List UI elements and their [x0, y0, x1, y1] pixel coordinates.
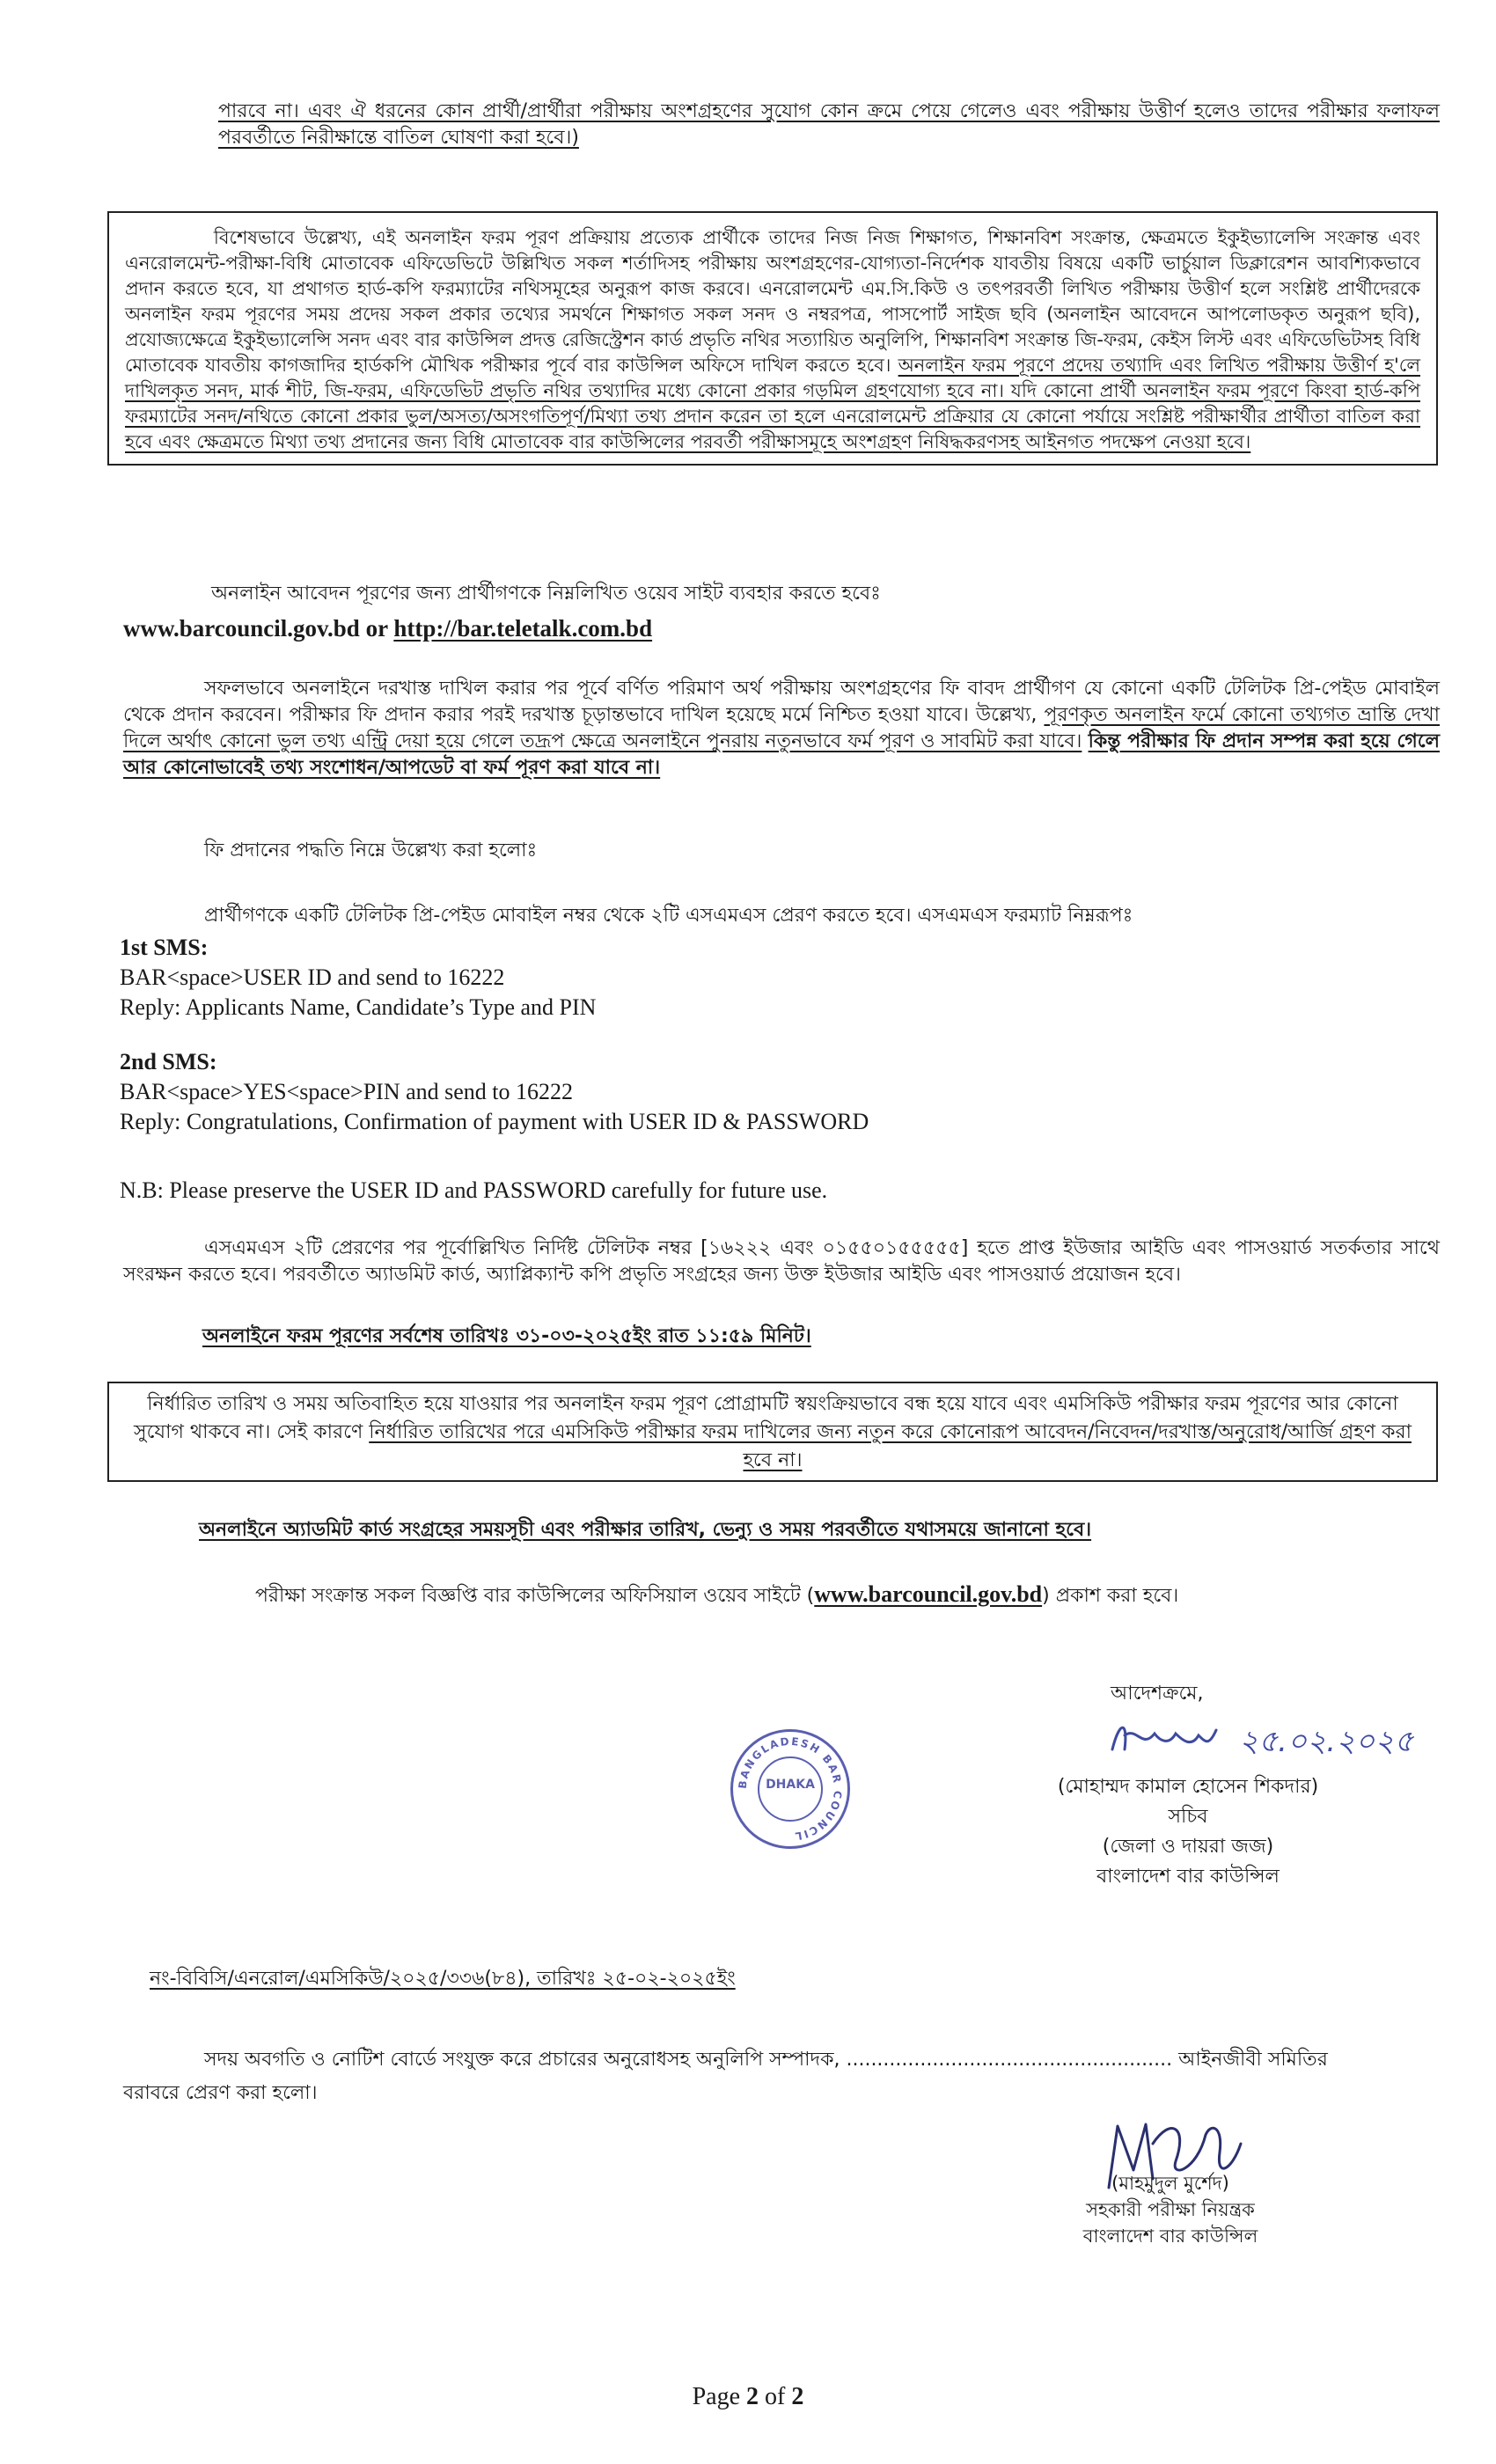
footer-current-page: 2 [746, 2383, 759, 2410]
svg-text:২৫.০২.২০২৫: ২৫.০২.২০২৫ [1239, 1724, 1414, 1759]
closing-notice-text: নির্ধারিত তারিখ ও সময় অতিবাহিত হয়ে যাওয়ার পর অনলাইন ফরম পূরণ প্রোগ্রামটি স্বয়ংক্রিয়ভাবে বন্ধ হয়ে যাবে এবং এমসিকিউ পরীক্ষার ফরম পূরণের আর কোনো সুযোগ থাকবে না। সেই কারণে [134, 1393, 1398, 1443]
admit-card-note-text: অনলাইনে অ্যাডমিট কার্ড সংগ্রহের সময়সূচী এবং পরীক্ষার তারিখ, ভেন্যু ও সময় পরবর্তীতে যথাসময়ে জানানো হবে। [199, 1519, 1092, 1541]
sms-intro-text: প্রার্থীগণকে একটি টেলিটক প্রি-পেইড মোবাইল নম্বর থেকে ২টি এসএমএস প্রেরণ করতে হবে। এসএমএস ফরম্যাট নিম্নরূপঃ [204, 905, 1133, 927]
secretary-block [994, 1772, 1382, 1892]
deadline-text: অনলাইনে ফরম পূরণের সর্বশেষ তারিখঃ ৩১-০৩-২০২৫ইং রাত ১১:৫৯ মিনিট। [202, 1325, 811, 1347]
website-intro-text: অনলাইন আবেদন পূরণের জন্য প্রার্থীগণকে নিম্নলিখিত ওয়েব সাইট ব্যবহার করতে হবেঃ [211, 583, 881, 605]
secretary-designation: সচিব [1168, 1806, 1208, 1828]
forward-line-1: সদয় অবগতি ও নোটিশ বোর্ডে সংযুক্ত করে প্রচারের অনুরোধসহ অনুলিপি সম্পাদক, ..................................................... আইনজীবী সমিতির [204, 2049, 1328, 2071]
barcouncil-website-link[interactable]: www.barcouncil.gov.bd [123, 615, 360, 642]
top-paragraph-text: পারবে না। এবং ঐ ধরনের কোন প্রার্থী/প্রার্থীরা পরীক্ষায় অংশগ্রহণের সুযোগ কোন ক্রমে পেয়ে গেলেও এবং পরীক্ষায় উত্তীর্ণ হলেও তাদের পরীক্ষার ফলাফল পরবর্তীতে নিরীক্ষান্তে বাতিল ঘোষণা করা হবে।) [218, 100, 1440, 149]
sms-1-block [120, 933, 596, 1023]
by-order-label [1111, 1681, 1204, 1707]
website-intro [211, 581, 1355, 607]
fee-method-intro-text: ফি প্রদানের পদ্ধতি নিম্নে উল্লেখ্য করা হলোঃ [204, 840, 538, 862]
admit-card-note [199, 1517, 1091, 1544]
secretary-name: (মোহাম্মদ কামাল হোসেন শিকদার) [1057, 1776, 1319, 1798]
deadline-line [202, 1324, 811, 1350]
payment-no-update-text: কিন্তু পরীক্ষার ফি প্রদান সম্পন্ন করা হয়ে গেলে আর কোনোভাবেই তথ্য সংশোধন/আপডেট বা ফর্ম পূরণ করা যাবে না। [123, 730, 1440, 779]
payment-paragraph [123, 676, 1440, 781]
sms-2-format: BAR<space>YES<space>PIN and send to 16222 [120, 1079, 574, 1104]
memo-number-text: নং-বিবিসি/এনরোল/এমসিকিউ/২০২৫/৩৩৬(৮৪), তারিখঃ ২৫-০২-২০২৫ইং [150, 1968, 736, 1990]
by-order-text: আদেশক্রমে, [1111, 1683, 1204, 1705]
nb-note [120, 1176, 827, 1206]
secretary-signature [1107, 1714, 1441, 1767]
sms-2-reply: Reply: Congratulations, Confirmation of payment with USER ID & PASSWORD [120, 1109, 869, 1134]
sms-1-reply: Reply: Applicants Name, Candidate’s Type and PIN [120, 994, 597, 1020]
sms-1-heading: 1st SMS: [120, 935, 209, 960]
secretary-rank: (জেলা ও দায়রা জজ) [1102, 1836, 1274, 1858]
official-notice-after: ) প্রকাশ করা হবে। [1042, 1585, 1179, 1607]
sms-1-format: BAR<space>USER ID and send to 16222 [120, 964, 505, 990]
fee-method-intro [204, 838, 537, 864]
forward-paragraph [123, 2043, 1440, 2110]
payment-correction-text: পূরণকৃত অনলাইন ফর্মে কোনো তথ্যগত ভ্রান্তি দেখা দিলে অর্থাৎ কোনো ভুল তথ্য এন্ট্রি দেয়া হয়ে গেলে তদ্রূপ ক্ষেত্রে অনলাইনে পুনরায় নতুনভাবে ফর্ম পূরণ ও সাবমিট করা যাবে। [123, 704, 1441, 752]
seal-ring-text: BANGLADESH BAR COUNCIL [736, 1734, 845, 1843]
closing-notice-box [107, 1382, 1438, 1482]
website-or: or [365, 615, 388, 642]
official-notice-line [255, 1581, 1178, 1610]
page-footer [0, 2383, 1496, 2411]
sms-2-block [120, 1047, 869, 1137]
sms-intro [204, 903, 1436, 929]
controller-designation: সহকারী পরীক্ষা নিয়ন্ত্রক [1086, 2199, 1255, 2220]
controller-name: (মাহমুদুল মুর্শেদ) [1111, 2173, 1229, 2194]
controller-block [1012, 2170, 1329, 2249]
official-website-link[interactable]: www.barcouncil.gov.bd [814, 1581, 1043, 1607]
footer-page-word: Page [692, 2383, 741, 2410]
footer-of-word: of [765, 2383, 786, 2410]
credentials-text: এসএমএস ২টি প্রেরণের পর পূর্বোল্লিখিত নির্দিষ্ট টেলিটক নম্বর [১৬২২২ এবং ০১৫৫০১৫৫৫৫৫] হতে প্রাপ্ত ইউজার আইডি এবং পাসওয়ার্ড সতর্কতার সাথে সংরক্ষন করতে হবে। পরবর্তীতে অ্যাডমিট কার্ড, অ্যাপ্লিক্যান্ট কপি প্রভৃতি সংগ্রহের জন্য উক্ত ইউজার আইডি এবং পাসওয়ার্ড প্রয়োজন হবে। [123, 1237, 1440, 1286]
credentials-paragraph [123, 1236, 1440, 1288]
official-notice-before: পরীক্ষা সংক্রান্ত সকল বিজ্ঞপ্তি বার কাউন্সিলের অফিসিয়াল ওয়েব সাইটে ( [255, 1585, 815, 1607]
nb-note-text: N.B: Please preserve the USER ID and PASSWORD carefully for future use. [120, 1177, 828, 1203]
declaration-notice-text: বিশেষভাবে উল্লেখ্য, এই অনলাইন ফরম পূরণ প্রক্রিয়ায় প্রত্যেক প্রার্থীকে তাদের নিজ নিজ শিক্ষাগত, শিক্ষানবিশ সংক্রান্ত, ক্ষেত্রমতে ইকুইভ্যালেন্সি সংক্রান্ত এবং এনরোলমেন্ট-পরীক্ষা-বিধি মোতাবেক এফিডেভিটে উল্লিখিত সকল শর্তাদিসহ পরীক্ষায় অংশগ্রহণের-যোগ্যতা-নির্দেশক যাবতীয় বিষয়ে একটি ভার্চুয়াল ডিক্লারেশন আবশ্যিকভাবে প্রদান করতে হবে, যা প্রথাগত হার্ড-কপি ফরম্যাটের নথিসমূহের অনুরূপ কাজ করবে। এনরোলমেন্ট এম.সি.কিউ ও তৎপরবর্তী লিখিত পরীক্ষায় উত্তীর্ণ হলে সংশ্লিষ্ট প্রার্থীদেরকে অনলাইন ফরম পূরণের সময় প্রদেয় সকল প্রকার তথ্যের সমর্থনে শিক্ষাগত সকল সনদ ও নম্বরপত্র, পাসপোর্ট সাইজ ছবি (অনলাইন আবেদনে আপলোডকৃত অনুরূপ ছবি), প্রযোজ্যক্ষেত্রে ইকুইভ্যালেন্সি সনদ এবং বার কাউন্সিল প্রদত্ত রেজিস্ট্রেশন কার্ড প্রভৃতি নথির সত্যায়িত অনুলিপি, শিক্ষানবিশ সংক্রান্ত জি-ফরম, কেইস লিস্ট এবং এফিডেভিটসহ বিধি মোতাবেক যাবতীয় কাগজাদির হার্ডকপি মৌখিক পরীক্ষার পূর্বে বার কাউন্সিল অফিসে দাখিল করতে হবে। [125, 227, 1420, 376]
signature-scribble-icon [1107, 1714, 1441, 1767]
secretary-org: বাংলাদেশ বার কাউন্সিল [1096, 1866, 1280, 1888]
declaration-notice-box [107, 211, 1438, 466]
bar-council-seal [730, 1729, 850, 1849]
footer-total-pages: 2 [791, 2383, 804, 2410]
payment-text: সফলভাবে অনলাইনে দরখাস্ত দাখিল করার পর পূর্বে বর্ণিত পরিমাণ অর্থ পরীক্ষায় অংশগ্রহণের ফি বাবদ প্রার্থীগণ যে কোনো একটি টেলিটক প্রি-পেইড মোবাইল থেকে প্রদান করবেন। পরীক্ষার ফি প্রদান করার পরই দরখাস্ত চূড়ান্তভাবে দাখিল হয়েছে মর্মে নিশ্চিত হওয়া যাবে। উল্লেখ্য, [123, 678, 1440, 726]
forward-line-2: বরাবরে প্রেরণ করা হলো। [123, 2082, 318, 2104]
seal-city: DHAKA [766, 1778, 815, 1792]
declaration-warning-text: অনলাইন ফরম পূরণে প্রদেয় তথ্যাদি এবং লিখিত পরীক্ষায় উত্তীর্ণ হ'লে দাখিলকৃত সনদ, মার্ক শীট, জি-ফরম, এফিডেভিট প্রভৃতি নথির তথ্যাদির মধ্যে কোনো প্রকার গড়মিল গ্রহণযোগ্য হবে না। যদি কোনো প্রার্থী অনলাইন ফরম পূরণে কিংবা হার্ড-কপি ফরম্যাটের সনদ/নথিতে কোনো প্রকার ভুল/অসত্য/অসংগতিপূর্ণ/মিথ্যা তথ্য প্রদান করেন তা হলে এনরোলমেন্ট প্রক্রিয়ার যে কোনো পর্যায়ে সংশ্লিষ্ট পরীক্ষার্থীর প্রার্থীতা বাতিল করা হবে এবং ক্ষেত্রমতে মিথ্যা তথ্য প্রদানের জন্য বিধি মোতাবেক বার কাউন্সিলের পরবর্তী পরীক্ষাসমূহে অংশগ্রহণ নিষিদ্ধকরণসহ আইনগত পদক্ষেপ নেওয়া হবে। [125, 355, 1420, 452]
teletalk-website-link[interactable]: http://bar.teletalk.com.bd [393, 615, 653, 642]
controller-org: বাংলাদেশ বার কাউন্সিল [1082, 2226, 1258, 2247]
website-links [123, 612, 652, 644]
memo-number [150, 1966, 736, 1992]
sms-2-heading: 2nd SMS: [120, 1049, 217, 1074]
closing-notice-warning: নির্ধারিত তারিখের পরে এমসিকিউ পরীক্ষার ফরম দাখিলের জন্য নতুন করে কোনোরূপ আবেদন/নিবেদন/দরখাস্ত/অনুরোধ/আর্জি গ্রহণ করা হবে না। [369, 1421, 1412, 1471]
top-paragraph [218, 99, 1440, 151]
